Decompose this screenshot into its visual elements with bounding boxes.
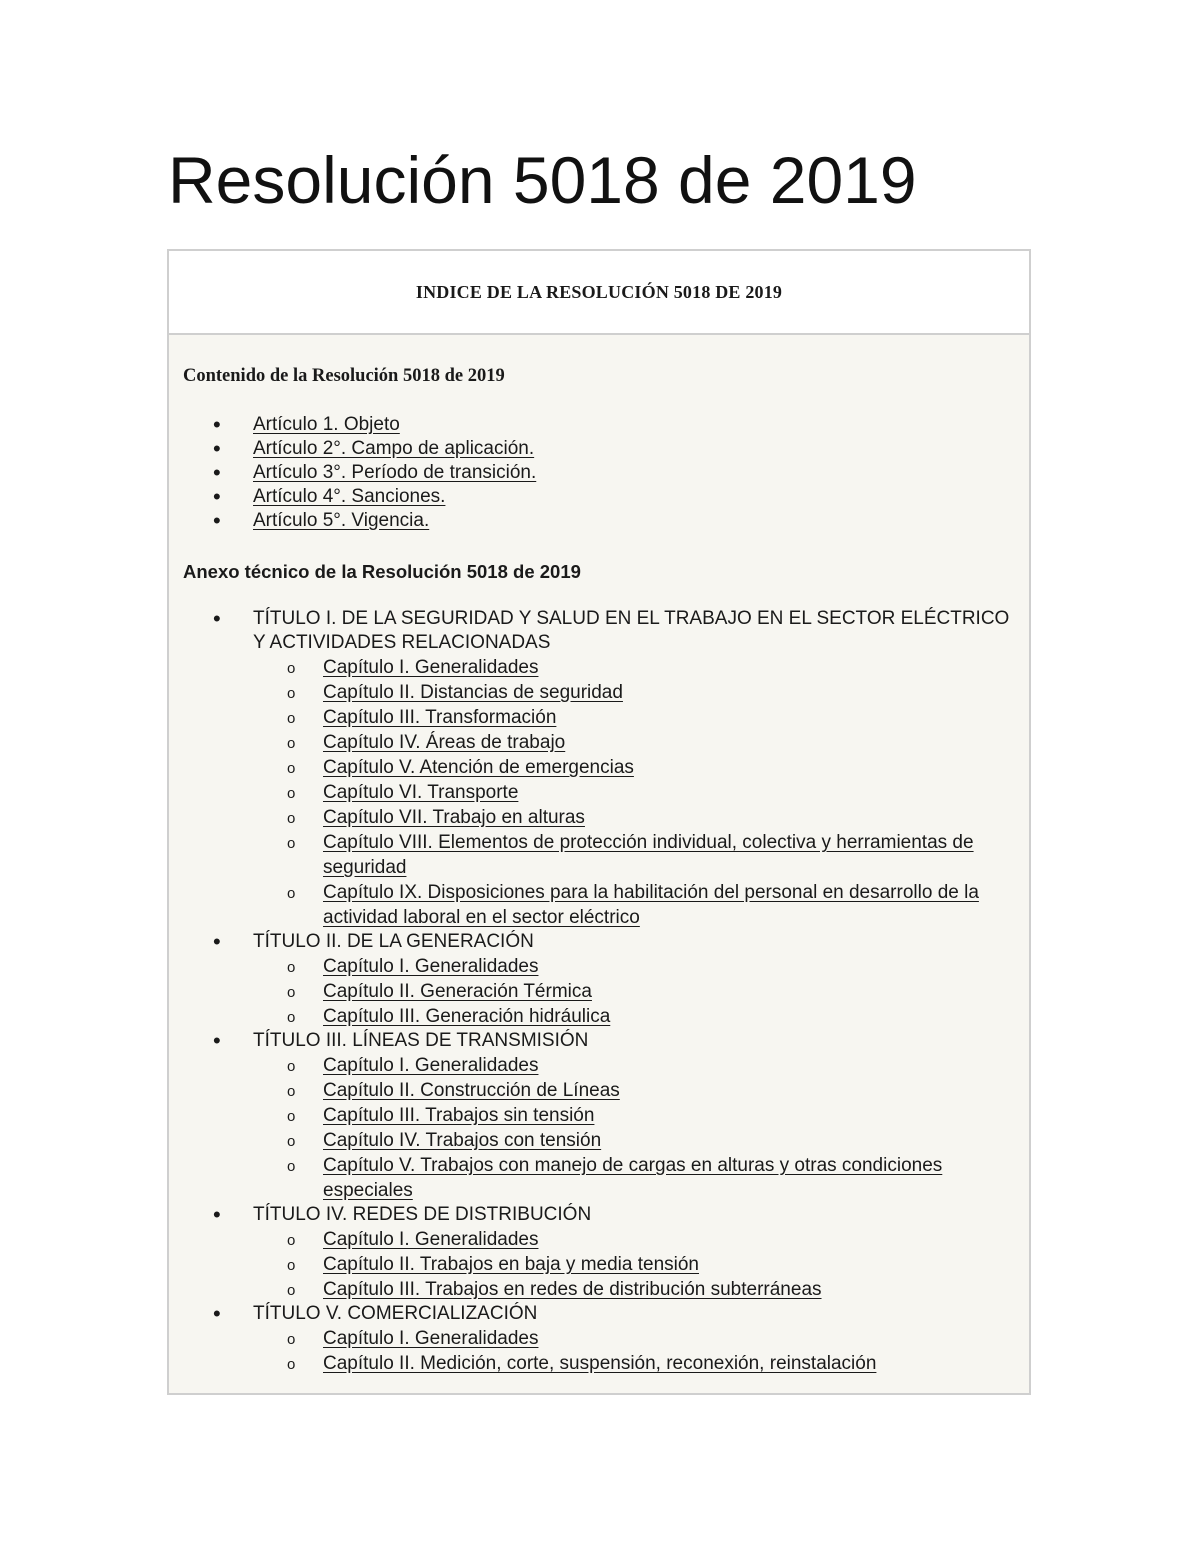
titulo-item: [183, 607, 1015, 930]
list-item: [183, 509, 1015, 533]
titulo-item: [183, 1302, 1015, 1376]
list-item: [253, 1252, 1015, 1277]
list-item: [253, 730, 1015, 755]
capitulo-link[interactable]: Capítulo III. Transformación: [323, 707, 557, 728]
titulo-i-label: • TÍTULO I. DE LA SEGURIDAD Y SALUD EN EL TRABAJO EN EL SECTOR ELÉCTRICO Y ACTIVIDADES RELACIONADAS: [253, 608, 1010, 653]
capitulo-list: [253, 1326, 1015, 1376]
list-item: [253, 979, 1015, 1004]
list-item: [253, 830, 1015, 880]
capitulo-link[interactable]: Capítulo I. Generalidades: [323, 1229, 539, 1250]
list-item: [253, 954, 1015, 979]
capitulo-link[interactable]: Capítulo I. Generalidades: [323, 1055, 539, 1076]
capitulo-link[interactable]: Capítulo IV. Áreas de trabajo: [323, 732, 566, 753]
list-item: [253, 1128, 1015, 1153]
list-item: [253, 1351, 1015, 1376]
contenido-title: Contenido de la Resolución 5018 de 2019: [183, 366, 505, 386]
articulo-1-link[interactable]: Artículo 1. Objeto: [253, 414, 400, 435]
capitulo-link[interactable]: Capítulo I. Generalidades: [323, 956, 539, 977]
list-item: [183, 413, 1015, 437]
capitulo-link[interactable]: Capítulo IV. Trabajos con tensión: [323, 1130, 602, 1151]
list-item: [253, 755, 1015, 780]
index-header: INDICE DE LA RESOLUCIÓN 5018 DE 2019: [169, 251, 1029, 335]
capitulo-list: [253, 1227, 1015, 1302]
titulo-item: [183, 930, 1015, 1029]
capitulo-link[interactable]: Capítulo V. Atención de emergencias: [323, 757, 634, 778]
index-content: [169, 335, 1029, 1376]
list-item: [253, 1153, 1015, 1203]
titulo-item: [183, 1029, 1015, 1203]
list-item: [253, 880, 1015, 930]
titulo-iii-label: • TÍTULO III. LÍNEAS DE TRANSMISIÓN: [253, 1030, 589, 1051]
list-item: [253, 1004, 1015, 1029]
capitulo-link[interactable]: Capítulo I. Generalidades: [323, 1328, 539, 1349]
list-item: [253, 705, 1015, 730]
capitulo-link[interactable]: Capítulo I. Generalidades: [323, 657, 539, 678]
list-item: [253, 655, 1015, 680]
list-item: [253, 1053, 1015, 1078]
list-item: [253, 1277, 1015, 1302]
list-item: [253, 1103, 1015, 1128]
capitulo-link[interactable]: Capítulo IX. Disposiciones para la habilitación del personal en desarrollo de la actividad laboral en el sector eléctrico: [323, 882, 979, 928]
anexo-list: [183, 607, 1015, 1376]
articulo-2-link[interactable]: Artículo 2°. Campo de aplicación.: [253, 438, 535, 459]
articulo-4-link[interactable]: Artículo 4°. Sanciones.: [253, 486, 446, 507]
capitulo-link[interactable]: Capítulo II. Construcción de Líneas: [323, 1080, 620, 1101]
capitulo-list: [253, 1053, 1015, 1203]
list-item: [183, 461, 1015, 485]
capitulo-link[interactable]: Capítulo II. Medición, corte, suspensión, reconexión, reinstalación: [323, 1353, 877, 1374]
articulo-3-link[interactable]: Artículo 3°. Período de transición.: [253, 462, 537, 483]
list-item: [183, 485, 1015, 509]
capitulo-link[interactable]: Capítulo III. Trabajos en redes de distribución subterráneas: [323, 1279, 822, 1300]
articulo-5-link[interactable]: Artículo 5°. Vigencia.: [253, 510, 430, 531]
page-title: Resolución 5018 de 2019: [168, 143, 917, 217]
list-item: [253, 1326, 1015, 1351]
capitulo-link[interactable]: Capítulo II. Generación Térmica: [323, 981, 592, 1002]
capitulo-link[interactable]: Capítulo VIII. Elementos de protección individual, colectiva y herramientas de seguridad: [323, 832, 974, 878]
contenido-list: [183, 413, 1015, 533]
capitulo-list: [253, 954, 1015, 1029]
list-item: [253, 805, 1015, 830]
titulo-v-label: • TÍTULO V. COMERCIALIZACIÓN: [253, 1303, 538, 1324]
capitulo-list: [253, 655, 1015, 930]
capitulo-link[interactable]: Capítulo V. Trabajos con manejo de cargas en alturas y otras condiciones especiales: [323, 1155, 943, 1201]
titulo-iv-label: • TÍTULO IV. REDES DE DISTRIBUCIÓN: [253, 1204, 592, 1225]
list-item: [253, 1227, 1015, 1252]
list-item: [253, 780, 1015, 805]
index-box: [167, 249, 1031, 1395]
capitulo-link[interactable]: Capítulo III. Generación hidráulica: [323, 1006, 611, 1027]
titulo-ii-label: • TÍTULO II. DE LA GENERACIÓN: [253, 931, 534, 952]
anexo-title: Anexo técnico de la Resolución 5018 de 2019: [183, 561, 581, 582]
capitulo-link[interactable]: Capítulo VI. Transporte: [323, 782, 519, 803]
list-item: [253, 1078, 1015, 1103]
capitulo-link[interactable]: Capítulo II. Distancias de seguridad: [323, 682, 623, 703]
capitulo-link[interactable]: Capítulo III. Trabajos sin tensión: [323, 1105, 595, 1126]
capitulo-link[interactable]: Capítulo II. Trabajos en baja y media tensión: [323, 1254, 700, 1275]
capitulo-link[interactable]: Capítulo VII. Trabajo en alturas: [323, 807, 585, 828]
titulo-item: [183, 1203, 1015, 1302]
list-item: [183, 437, 1015, 461]
list-item: [253, 680, 1015, 705]
